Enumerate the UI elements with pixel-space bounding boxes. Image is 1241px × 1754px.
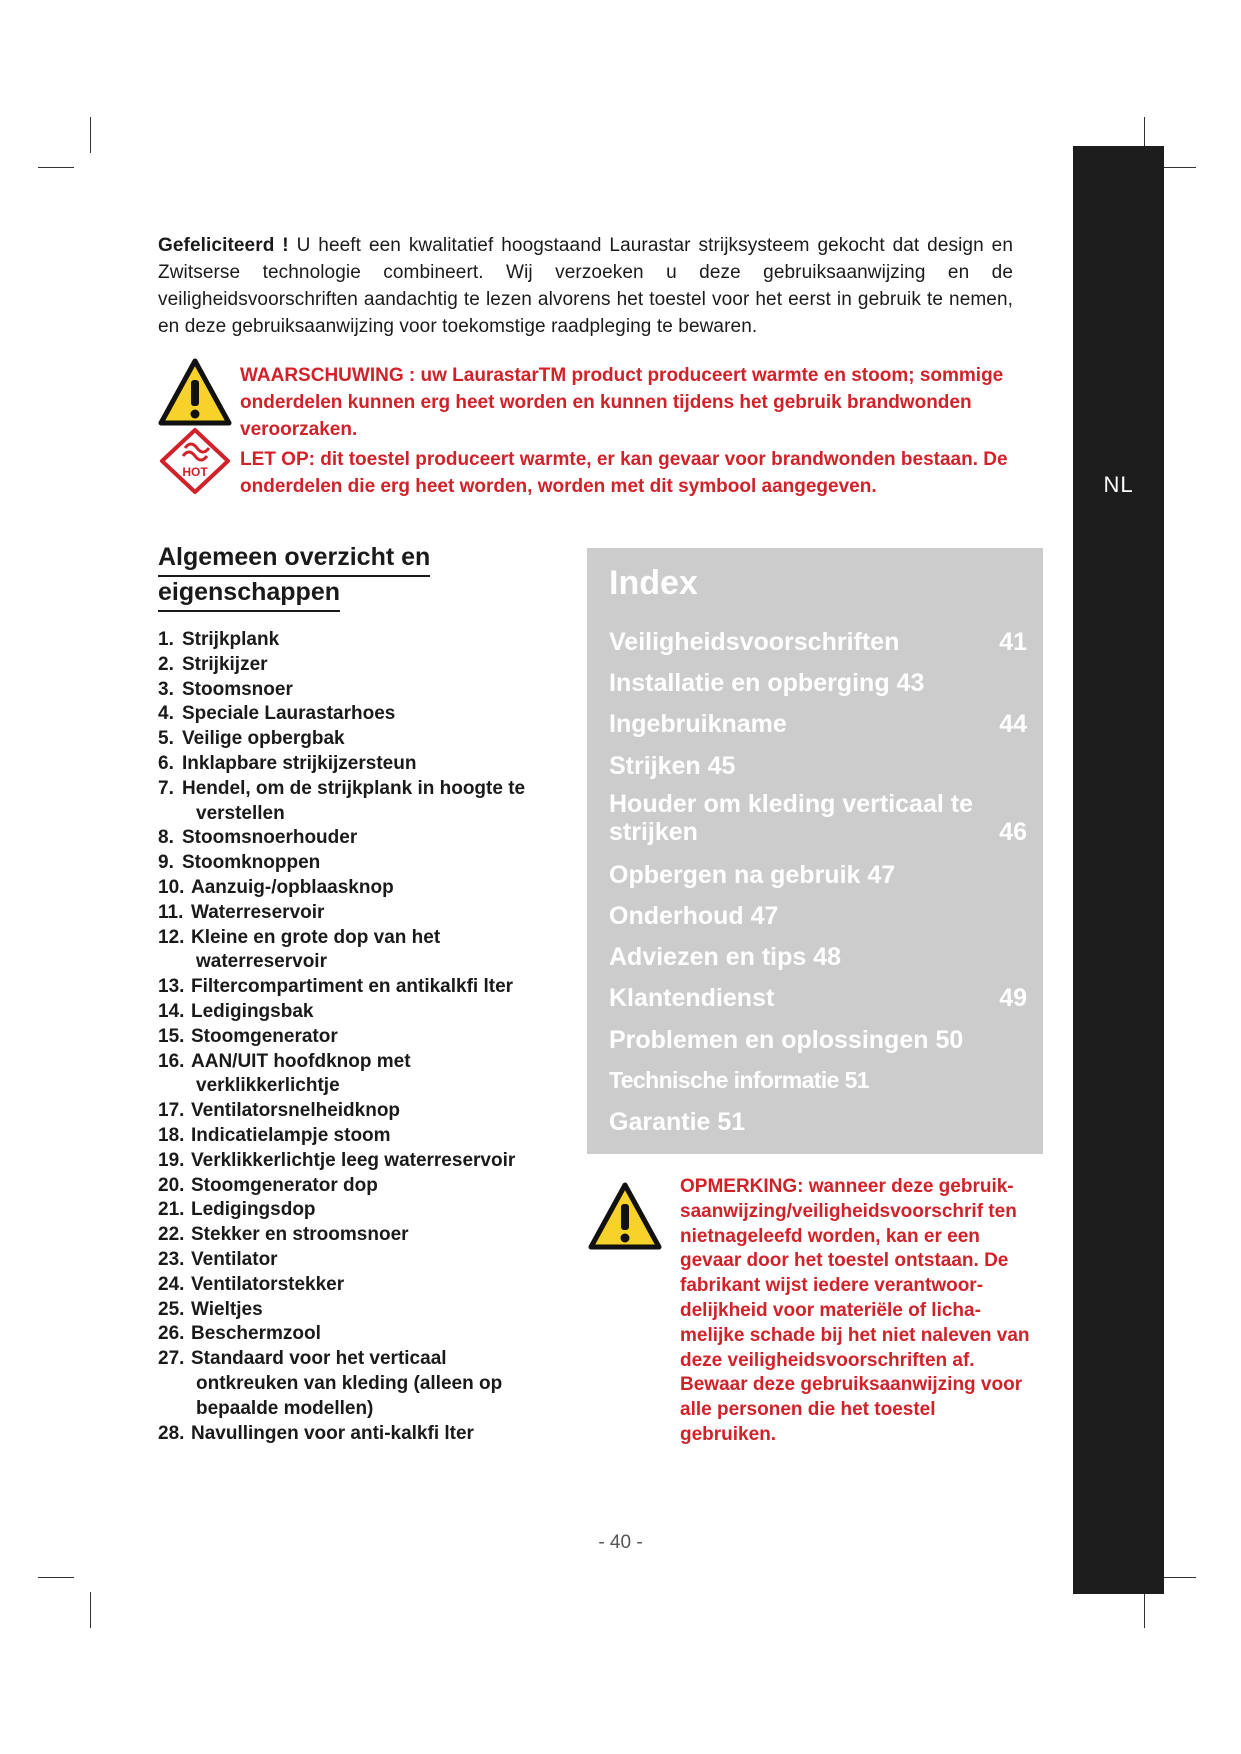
list-item: 6. Inklapbare strijkijzersteun xyxy=(158,752,417,774)
list-item: 21. Ledigingsdop xyxy=(158,1199,316,1221)
list-item: 23. Ventilator xyxy=(158,1248,278,1270)
list-item: 5. Veilige opbergbak xyxy=(158,728,345,750)
list-item: 22. Stekker en stroomsnoer xyxy=(158,1224,409,1246)
list-item: 13. Filtercompartiment en antikalkfi lter xyxy=(158,976,514,998)
list-item: 26. Beschermzool xyxy=(158,1323,321,1345)
index-page-vertical-holder: 46 xyxy=(999,818,1027,846)
list-item: 12. Kleine en grote dop van het xyxy=(158,926,441,948)
list-item: 14. Ledigingsbak xyxy=(158,1000,314,1022)
list-item-continuation: verstellen xyxy=(196,802,285,824)
hot-caution-row xyxy=(158,426,1018,502)
intro-lead: Gefeliciteerd ! xyxy=(158,235,289,256)
overview-title-line2: eigenschappen xyxy=(158,577,340,612)
warning-triangle-icon xyxy=(158,358,232,431)
overview-title xyxy=(158,542,430,612)
intro-paragraph xyxy=(158,232,1013,340)
list-item-continuation: verklikkerlichtje xyxy=(196,1075,340,1097)
index-item-customer-service[interactable]: Klantendienst xyxy=(609,984,775,1012)
list-item: 2. Strijkijzer xyxy=(158,653,268,675)
warning-text: WAARSCHUWING : uw LaurastarTM product produceert warmte en stoom; sommige onderdelen kunnen erg heet worden en kunnen tijdens het gebruik brandwonden veroorzaken. xyxy=(240,365,1004,440)
index-item-maintenance[interactable]: Onderhoud 47 xyxy=(609,902,779,930)
list-item-continuation: ontkreuken van kleding (alleen op xyxy=(196,1372,503,1394)
crop-mark xyxy=(90,1592,91,1628)
list-item: 11. Waterreservoir xyxy=(158,901,325,923)
crop-mark xyxy=(90,117,91,153)
index-page-safety: 41 xyxy=(999,628,1027,656)
list-item: 19. Verklikkerlichtje leeg waterreservoir xyxy=(158,1149,516,1171)
list-item: 3. Stoomsnoer xyxy=(158,678,293,700)
index-item-startup[interactable]: Ingebruikname xyxy=(609,710,787,738)
index-item-vertical-holder[interactable] xyxy=(609,790,973,846)
crop-mark xyxy=(1144,1592,1145,1628)
list-item: 4. Speciale Laurastarhoes xyxy=(158,703,396,725)
language-side-tab xyxy=(1073,146,1164,1594)
index-page-startup: 44 xyxy=(999,710,1027,738)
index-item-storage[interactable]: Opbergen na gebruik 47 xyxy=(609,861,896,889)
index-item-technical-info[interactable]: Technische informatie 51 xyxy=(609,1067,869,1093)
list-item: 16. AAN/UIT hoofdknop met xyxy=(158,1050,411,1072)
list-item: 7. Hendel, om de strijkplank in hoogte te xyxy=(158,777,526,799)
crop-mark xyxy=(1160,1577,1196,1578)
index-item-troubleshooting[interactable]: Problemen en oplossingen 50 xyxy=(609,1026,964,1054)
hot-surface-icon xyxy=(158,426,232,501)
list-item: 20. Stoomgenerator dop xyxy=(158,1174,378,1196)
list-item: 9. Stoomknoppen xyxy=(158,852,321,874)
index-item-vertical-holder-line2: strijken xyxy=(609,818,698,846)
list-item: 27. Standaard voor het verticaal xyxy=(158,1348,447,1370)
warning-triangle-icon xyxy=(588,1182,662,1255)
list-item: 25. Wieltjes xyxy=(158,1298,263,1320)
list-item: 15. Stoomgenerator xyxy=(158,1025,338,1047)
index-item-vertical-holder-line1: Houder om kleding verticaal te xyxy=(609,790,973,818)
index-item-ironing[interactable]: Strijken 45 xyxy=(609,752,736,780)
warning-row xyxy=(158,358,1018,440)
index-item-safety[interactable]: Veiligheidsvoorschriften xyxy=(609,628,900,656)
list-item: 10. Aanzuig-/opblaasknop xyxy=(158,876,394,898)
list-item: 1. Strijkplank xyxy=(158,629,280,650)
list-item: 28. Navullingen voor anti-kalkfi lter xyxy=(158,1422,474,1444)
list-item: 24. Ventilatorstekker xyxy=(158,1273,345,1295)
parts-list xyxy=(158,628,558,1446)
list-item-continuation: waterreservoir xyxy=(196,951,327,973)
language-label: NL xyxy=(1103,472,1134,497)
crop-mark xyxy=(1160,167,1196,168)
caution-text: LET OP: dit toestel produceert warmte, er kan gevaar voor brandwonden bestaan. De onderdelen die erg heet worden, worden met dit symbool aangegeven. xyxy=(240,449,1008,497)
crop-mark xyxy=(38,167,74,168)
note-text: OPMERKING: wanneer deze gebruiksaanwijzing/veiligheidsvoorschrif ten nietnageleefd worden, kan er een gevaar door het toestel ontstaan. De fabrikant wijst iedere verantwoordelijkheid voor materiële of lichamelijke schade bij het niet naleven van deze veiligheidsvoorschriften af. Bewaar deze gebruiksaanwijzing voor alle personen die het toestel gebruiken. xyxy=(680,1176,1030,1445)
index-item-tips[interactable]: Adviezen en tips 48 xyxy=(609,943,842,971)
overview-title-line1: Algemeen overzicht en xyxy=(158,542,430,577)
hot-icon-label: HOT xyxy=(182,465,208,479)
index-title: Index xyxy=(609,564,698,602)
page-number: - 40 - xyxy=(598,1532,643,1553)
list-item: 8. Stoomsnoerhouder xyxy=(158,827,358,849)
list-item: 17. Ventilatorsnelheidknop xyxy=(158,1100,401,1122)
list-item-continuation: bepaalde modellen) xyxy=(196,1397,374,1419)
index-item-installation[interactable]: Installatie en opberging 43 xyxy=(609,669,925,697)
index-item-warranty[interactable]: Garantie 51 xyxy=(609,1108,746,1136)
index-panel xyxy=(587,548,1043,1154)
list-item: 18. Indicatielampje stoom xyxy=(158,1124,391,1146)
crop-mark xyxy=(38,1577,74,1578)
index-page-customer-service: 49 xyxy=(999,984,1027,1012)
intro-body: U heeft een kwalitatief hoogstaand Laurastar strijksysteem gekocht dat design en Zwitserse technologie combineert. Wij verzoeken u deze gebruiksaanwijzing en de veiligheidsvoorschriften aandachtig te lezen alvorens het toestel voor het eerst in gebruik te nemen, en deze gebruiksaanwijzing voor toekomstige raadpleging te bewaren. xyxy=(158,235,1013,337)
